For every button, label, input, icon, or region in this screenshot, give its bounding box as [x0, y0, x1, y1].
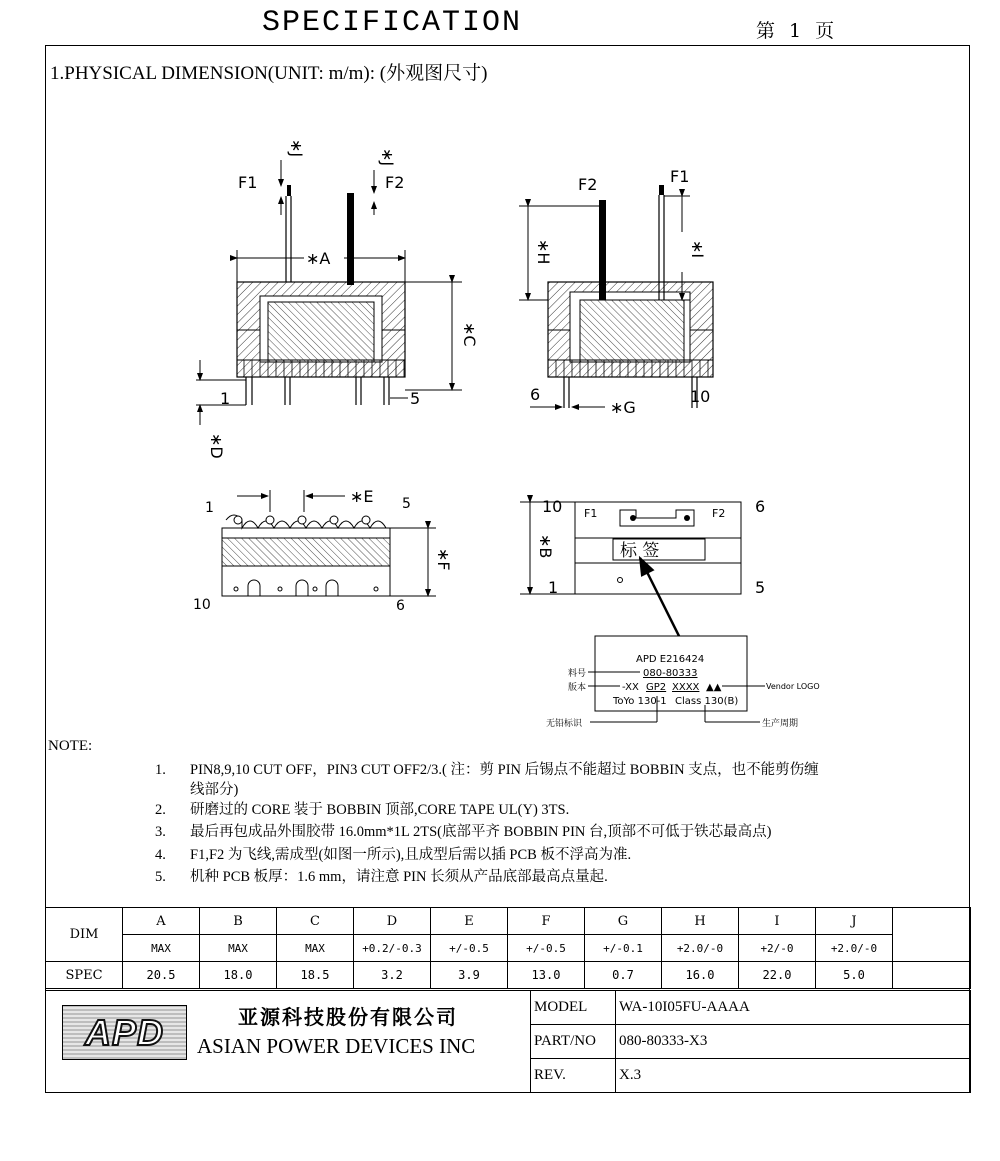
- card-line3-gp: GP2: [646, 682, 667, 693]
- document-title: SPECIFICATION: [262, 6, 523, 40]
- logo-text: APD: [84, 1011, 164, 1053]
- note-number: 2.: [155, 802, 166, 818]
- card-line4-right: Class 130(B): [675, 696, 739, 707]
- note-text: PIN8,9,10 CUT OFF，PIN3 CUT OFF2/3.( 注：剪 PIN 后锡点不能超过 BOBBIN 支点，也不能剪伤缠: [190, 762, 819, 778]
- note-text: F1,F2 为飞线,需成型(如图一所示),且成型后需以插 PCB 板不浮高为准.: [190, 847, 632, 863]
- top-pin1-label: 1: [548, 578, 559, 597]
- tolerance-cell: +2/-0: [739, 935, 816, 962]
- front-pin5-label: 5: [410, 389, 421, 408]
- side-view: [519, 167, 713, 417]
- note-number: 4.: [155, 847, 166, 863]
- value-cell: 18.5: [277, 962, 354, 989]
- top-pin5-label: 5: [755, 578, 766, 597]
- side-pin10-label: 10: [690, 387, 711, 406]
- col-head: I: [739, 908, 816, 935]
- tolerance-cell: +2.0/-0: [816, 935, 893, 962]
- bottom-pin6-label: 6: [396, 598, 405, 614]
- bottom-pin10-label: 10: [193, 597, 211, 613]
- card-line4-left: ToYo 130-1: [613, 696, 667, 707]
- note-text: 线部分): [190, 782, 239, 798]
- model-row: [531, 991, 971, 1025]
- col-head: J: [816, 908, 893, 935]
- blank-cell: [893, 908, 971, 962]
- front-f1-label: F1: [238, 173, 258, 192]
- dim-h-label: ∗H: [534, 239, 553, 265]
- value-cell: 16.0: [662, 962, 739, 989]
- part-label: PART/NO: [531, 1025, 616, 1059]
- rev-label: REV.: [531, 1059, 616, 1093]
- front-f2-label: F2: [385, 173, 405, 192]
- blank-cell: [893, 962, 971, 989]
- tolerance-cell: +2.0/-0: [662, 935, 739, 962]
- rev-value: X.3: [616, 1059, 971, 1093]
- col-head: F: [508, 908, 585, 935]
- top-pin6-label: 6: [755, 497, 766, 516]
- company-logo: [62, 1005, 187, 1060]
- page-number: 第 1 页: [756, 20, 839, 42]
- dim-e-label: ∗E: [350, 487, 374, 506]
- value-cell: 0.7: [585, 962, 662, 989]
- col-head: E: [431, 908, 508, 935]
- label-sticker-text: 标 签: [620, 541, 660, 561]
- note-text: 研磨过的 CORE 装于 BOBBIN 顶部,CORE TAPE UL(Y) 3TS.: [190, 802, 570, 818]
- col-head: H: [662, 908, 739, 935]
- tolerance-cell: MAX: [200, 935, 277, 962]
- bottom-pin1-label: 1: [205, 500, 214, 516]
- side-f2-lead: [599, 200, 606, 300]
- note-number: 1.: [155, 762, 166, 778]
- tolerance-cell: +0.2/-0.3: [354, 935, 431, 962]
- top-view: [520, 497, 765, 638]
- value-cell: 5.0: [816, 962, 893, 989]
- col-head: C: [277, 908, 354, 935]
- spec-tolerance-row: [46, 935, 971, 962]
- note-number: 3.: [155, 824, 166, 840]
- tolerance-cell: +/-0.1: [585, 935, 662, 962]
- dim-label: DIM: [46, 908, 123, 962]
- col-head: B: [200, 908, 277, 935]
- dim-c-label: ∗C: [460, 322, 479, 347]
- part-row: [531, 1025, 971, 1059]
- col-head: A: [123, 908, 200, 935]
- model-label: MODEL: [531, 991, 616, 1025]
- bottom-view: [193, 487, 453, 614]
- value-cell: 22.0: [739, 962, 816, 989]
- dim-g-label: ∗G: [610, 398, 636, 417]
- label-card: [546, 636, 820, 729]
- col-head: D: [354, 908, 431, 935]
- card-line3-code: XXXX: [672, 682, 700, 693]
- value-cell: 3.2: [354, 962, 431, 989]
- callout-vendor-logo: Vendor LOGO: [766, 682, 820, 691]
- tolerance-cell: +/-0.5: [431, 935, 508, 962]
- spec-header-row: [46, 908, 971, 935]
- callout-version: 版本: [568, 683, 587, 693]
- dimension-drawing: [46, 95, 966, 735]
- note-text: 机种 PCB 板厚：1.6 mm，请注意 PIN 长须从产品底部最高点量起.: [190, 869, 608, 885]
- note-text: 最后再包成品外围胶带 16.0mm*1L 2TS(底部平齐 BOBBIN PIN 台,顶部不可低于铁芯最高点): [190, 824, 772, 840]
- card-line1: APD E216424: [636, 654, 705, 665]
- rev-row: [531, 1059, 971, 1093]
- dim-d-label: ∗D: [207, 433, 226, 459]
- callout-part-no: 料号: [568, 669, 587, 679]
- dim-f-label: ∗F: [434, 548, 453, 571]
- top-f1-label: F1: [584, 507, 598, 520]
- callout-lead-free: 无铅标识: [546, 719, 583, 729]
- spec-value-row: [46, 962, 971, 989]
- part-value: 080-80333-X3: [616, 1025, 971, 1059]
- spec-table: [45, 907, 971, 989]
- card-line2: 080-80333: [643, 668, 698, 679]
- col-head: G: [585, 908, 662, 935]
- front-view: [196, 139, 479, 459]
- value-cell: 18.0: [200, 962, 277, 989]
- section-title: 1.PHYSICAL DIMENSION(UNIT: m/m): (外观图尺寸): [50, 63, 488, 84]
- callout-date-code: 生产周期: [762, 719, 799, 729]
- f2-lead: [347, 193, 354, 285]
- bottom-pin5-label: 5: [402, 496, 411, 512]
- note-label: NOTE:: [48, 738, 93, 754]
- model-value: WA-10I05FU-AAAA: [616, 991, 971, 1025]
- value-cell: 3.9: [431, 962, 508, 989]
- front-pin1-label: 1: [220, 389, 231, 408]
- card-line3-prefix: -XX: [622, 682, 639, 693]
- dim-i-label: ∗I: [688, 240, 707, 259]
- side-f1-label: F1: [670, 167, 690, 186]
- side-pin6-label: 6: [530, 385, 541, 404]
- front-j1-label: ∗J: [287, 139, 306, 158]
- front-j2-label: ∗J: [378, 148, 397, 167]
- company-name-en: ASIAN POWER DEVICES INC: [197, 1034, 476, 1058]
- dim-b-label: ∗B: [536, 534, 555, 559]
- tolerance-cell: MAX: [123, 935, 200, 962]
- value-cell: 13.0: [508, 962, 585, 989]
- note-number: 5.: [155, 869, 166, 885]
- company-name-cn: 亚源科技股份有限公司: [238, 1005, 458, 1029]
- title-block-table: [530, 990, 971, 1093]
- tolerance-cell: +/-0.5: [508, 935, 585, 962]
- vendor-logo-icon: ▲▲: [706, 682, 722, 693]
- value-cell: 20.5: [123, 962, 200, 989]
- tolerance-cell: MAX: [277, 935, 354, 962]
- top-f2-label: F2: [712, 507, 726, 520]
- spec-label: SPEC: [46, 962, 123, 989]
- side-f2-label: F2: [578, 175, 598, 194]
- dim-a-label: ∗A: [306, 249, 331, 268]
- top-pin10-label: 10: [542, 497, 563, 516]
